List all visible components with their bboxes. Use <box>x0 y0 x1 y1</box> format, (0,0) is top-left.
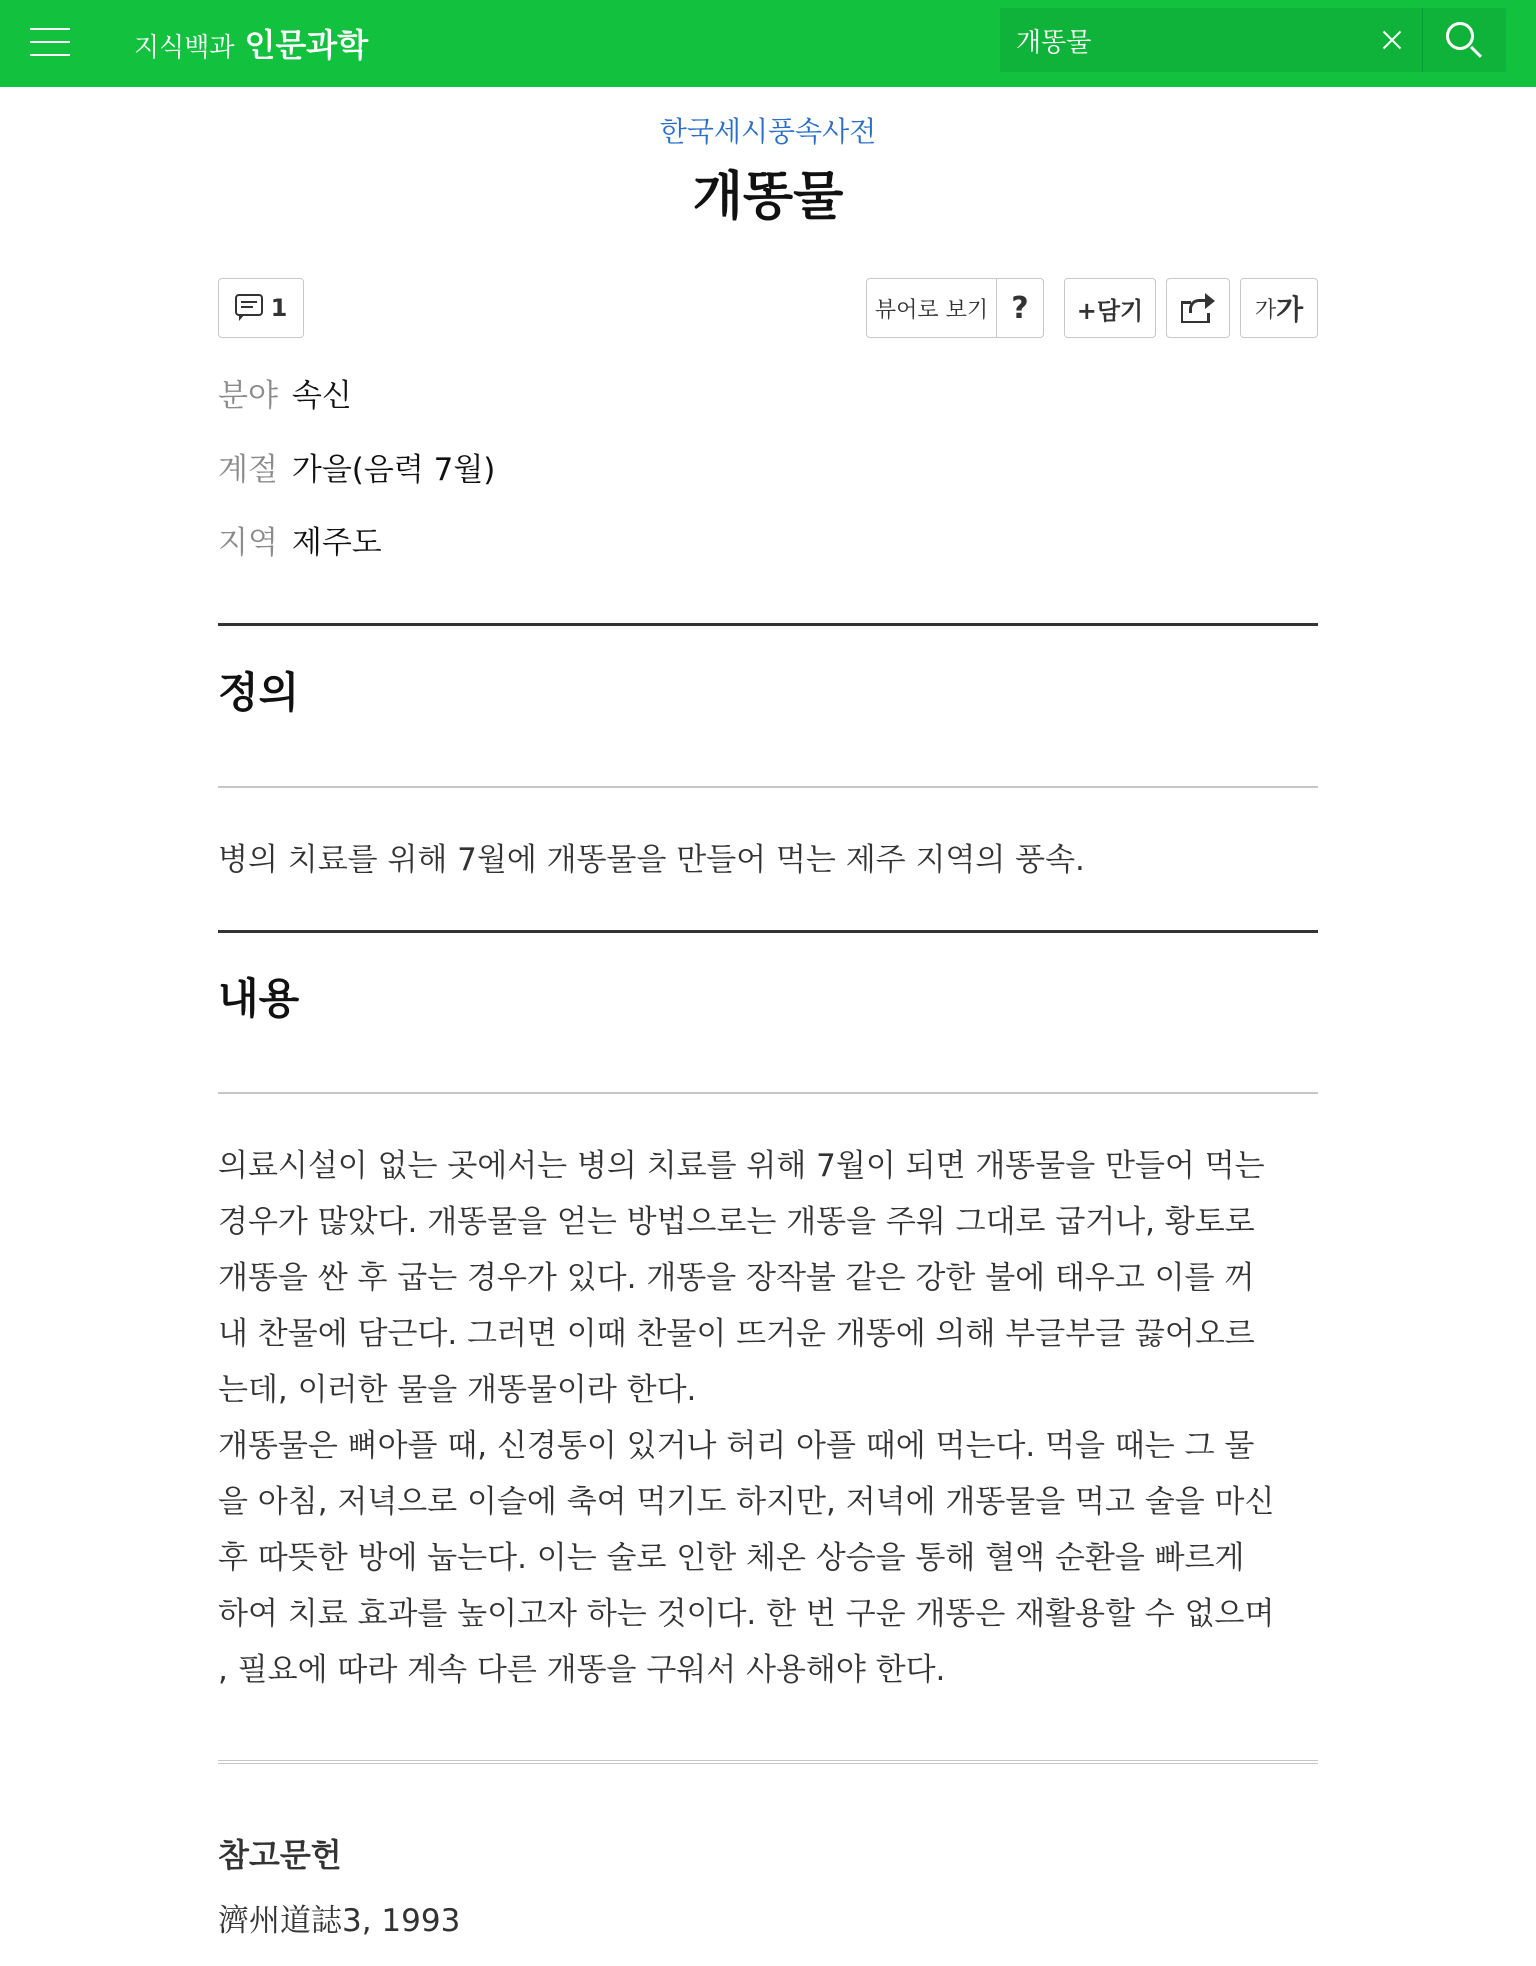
share-button[interactable] <box>1166 278 1230 338</box>
reference-item: 濟州道誌3, 1993 <box>218 1903 461 1939</box>
menu-icon[interactable] <box>28 22 74 62</box>
meta-row-season <box>218 444 495 489</box>
clear-icon[interactable] <box>1372 20 1412 60</box>
meta-row-region <box>218 517 382 562</box>
definition-text: 병의 치료를 위해 7월에 개똥물을 만들어 먹는 제주 지역의 풍속. <box>218 842 1085 878</box>
top-bar <box>0 0 1536 87</box>
meta-key: 지역 <box>218 525 278 561</box>
save-button[interactable]: +담기 <box>1064 278 1156 338</box>
font-size-big-glyph: 가 <box>1276 293 1304 326</box>
heading-divider <box>218 786 1318 788</box>
viewer-button-group <box>866 278 1044 338</box>
content-line: 경우가 많았다. 개똥물을 얻는 방법으로는 개똥을 주워 그대로 굽거나, 황토로 <box>218 1204 1255 1240</box>
brand-small-label: 지식백과 <box>134 33 235 63</box>
content-line: 개똥물은 뼈아플 때, 신경통이 있거나 허리 아플 때에 먹는다. 먹을 때는 그 물 <box>218 1428 1255 1464</box>
section-divider <box>218 623 1318 626</box>
font-size-button[interactable] <box>1240 278 1318 338</box>
meta-key: 분야 <box>218 378 278 414</box>
references-divider <box>218 1760 1318 1764</box>
comment-count: 1 <box>270 294 288 322</box>
section-heading-content: 내용 <box>218 974 300 1023</box>
brand-logo[interactable] <box>134 20 368 64</box>
meta-row-field <box>218 370 352 415</box>
viewer-button[interactable]: 뷰어로 보기 <box>867 279 997 337</box>
viewer-help-button[interactable]: ? <box>1011 290 1029 326</box>
font-size-small-glyph: 가 <box>1254 297 1277 323</box>
references-heading: 참고문헌 <box>218 1836 342 1874</box>
dictionary-name[interactable]: 한국세시풍속사전 <box>659 115 877 148</box>
meta-key: 계절 <box>218 452 278 488</box>
section-heading-definition: 정의 <box>218 668 300 717</box>
comment-button[interactable] <box>218 278 304 338</box>
brand-category-label: 인문과학 <box>244 26 369 64</box>
page-title: 개똥물 <box>692 167 844 227</box>
search-divider <box>1422 8 1423 72</box>
search-box <box>1000 8 1506 72</box>
content-line: , 필요에 따라 계속 다른 개똥을 구워서 사용해야 한다. <box>218 1652 946 1688</box>
meta-value: 가을(음력 7월) <box>291 452 496 488</box>
section-divider <box>218 930 1318 933</box>
content-line: 는데, 이러한 물을 개똥물이라 한다. <box>218 1372 697 1408</box>
search-input[interactable] <box>1016 20 1356 60</box>
content-line: 하여 치료 효과를 높이고자 하는 것이다. 한 번 구운 개똥은 재활용할 수 없으며 <box>218 1596 1275 1632</box>
meta-value: 속신 <box>291 378 352 414</box>
content-line: 개똥을 싼 후 굽는 경우가 있다. 개똥을 장작불 같은 강한 불에 태우고 이를 꺼 <box>218 1260 1255 1296</box>
content-line: 후 따뜻한 방에 눕는다. 이는 술로 인한 체온 상승을 통해 혈액 순환을 빠르게 <box>218 1540 1245 1576</box>
content-line: 의료시설이 없는 곳에서는 병의 치료를 위해 7월이 되면 개똥물을 만들어 먹는 <box>218 1148 1265 1184</box>
meta-value: 제주도 <box>291 525 382 561</box>
content-line: 내 찬물에 담근다. 그러면 이때 찬물이 뜨거운 개똥에 의해 부글부글 끓어오르 <box>218 1316 1255 1352</box>
content-line: 을 아침, 저녁으로 이슬에 축여 먹기도 하지만, 저녁에 개똥물을 먹고 술을 마신 <box>218 1484 1275 1520</box>
heading-divider <box>218 1092 1318 1094</box>
share-icon <box>1181 293 1215 323</box>
search-icon[interactable] <box>1440 18 1488 62</box>
comment-icon <box>235 294 265 322</box>
